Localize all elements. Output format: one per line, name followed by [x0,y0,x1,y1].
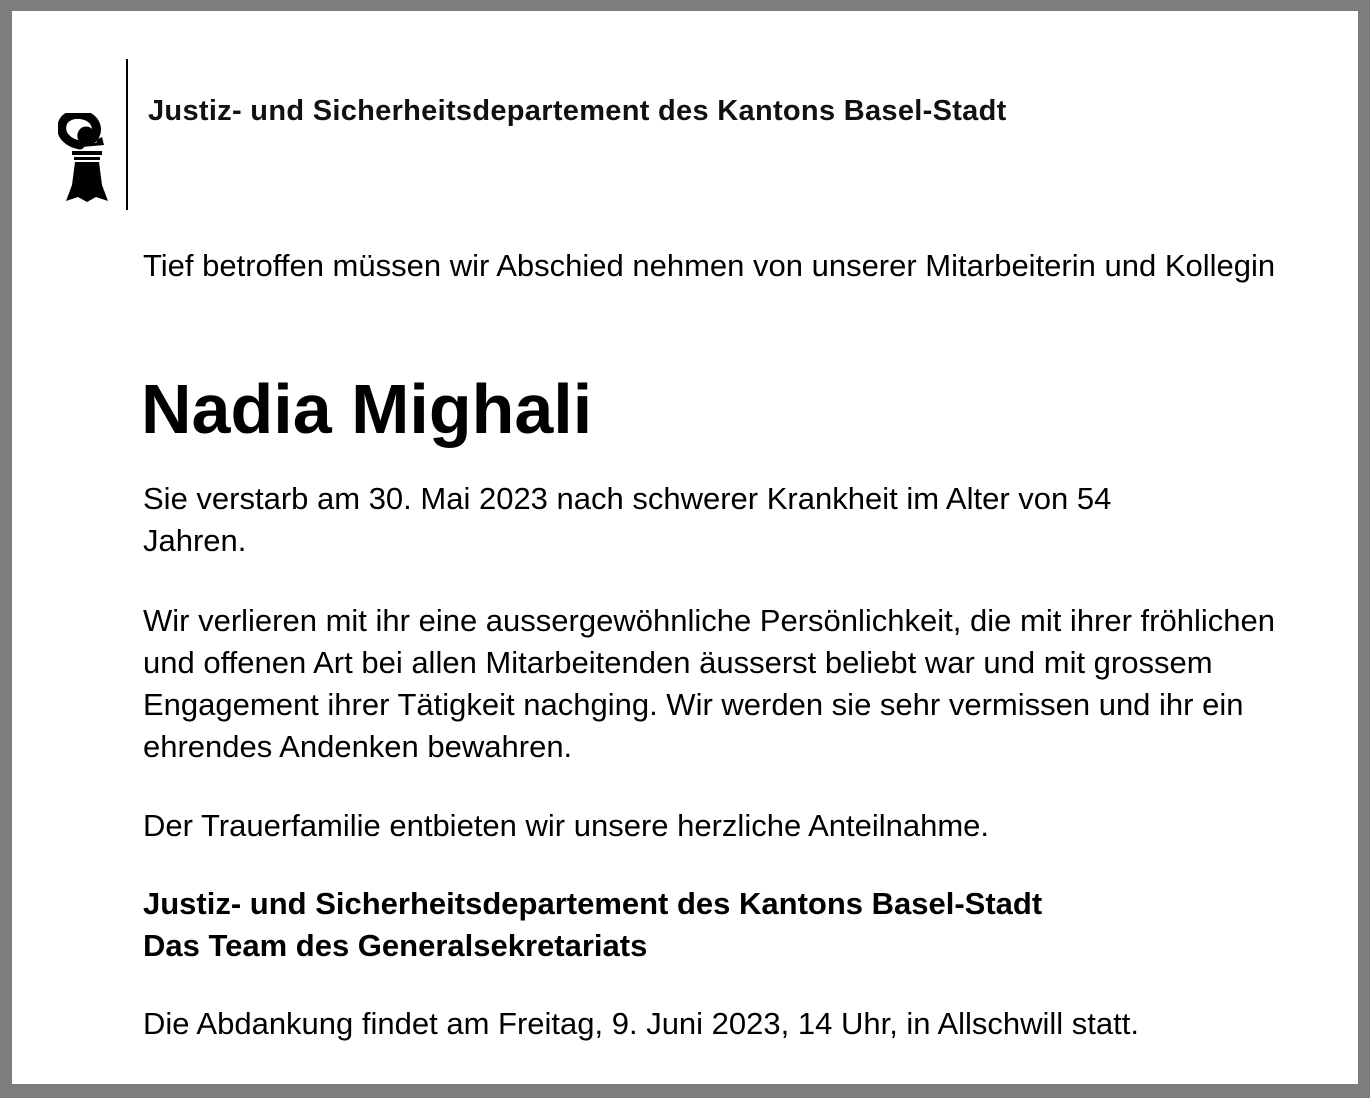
funeral-service-text: Die Abdankung findet am Freitag, 9. Juni 2023, 14 Uhr, in Allschwill statt. [143,1006,1139,1041]
intro-text: Tief betroffen müssen wir Abschied nehmen von unserer Mitarbeiterin und Kollegin [143,248,1276,283]
basel-crosier-icon [58,113,110,203]
condolence-text: Der Trauerfamilie entbieten wir unsere herzliche Anteilnahme. [143,808,990,843]
letterhead-divider [126,59,128,210]
tribute-text: Wir verlieren mit ihr eine aussergewöhnliche Persönlichkeit, die mit ihrer fröhlichen und offenen Art bei allen Mitarbeitenden äusserst beliebt war und mit grossem Engagement ihrer Tätigkeit nachging. Wir werden sie sehr vermissen und ihr ein ehrendes Andenken bewahren. [143,603,1275,764]
death-statement: Sie verstarb am 30. Mai 2023 nach schwerer Krankheit im Alter von 54 Jahren. [143,481,1112,558]
signature-team: Das Team des Generalsekretariats [143,928,648,963]
obituary-notice-page [12,11,1358,1084]
signature-block [143,883,1323,967]
signature-department: Justiz- und Sicherheitsdepartement des Kantons Basel-Stadt [143,886,1043,921]
department-name: Justiz- und Sicherheitsdepartement des Kantons Basel-Stadt [148,95,1007,127]
deceased-name: Nadia Mighali [141,370,593,448]
letterhead [12,11,1358,221]
